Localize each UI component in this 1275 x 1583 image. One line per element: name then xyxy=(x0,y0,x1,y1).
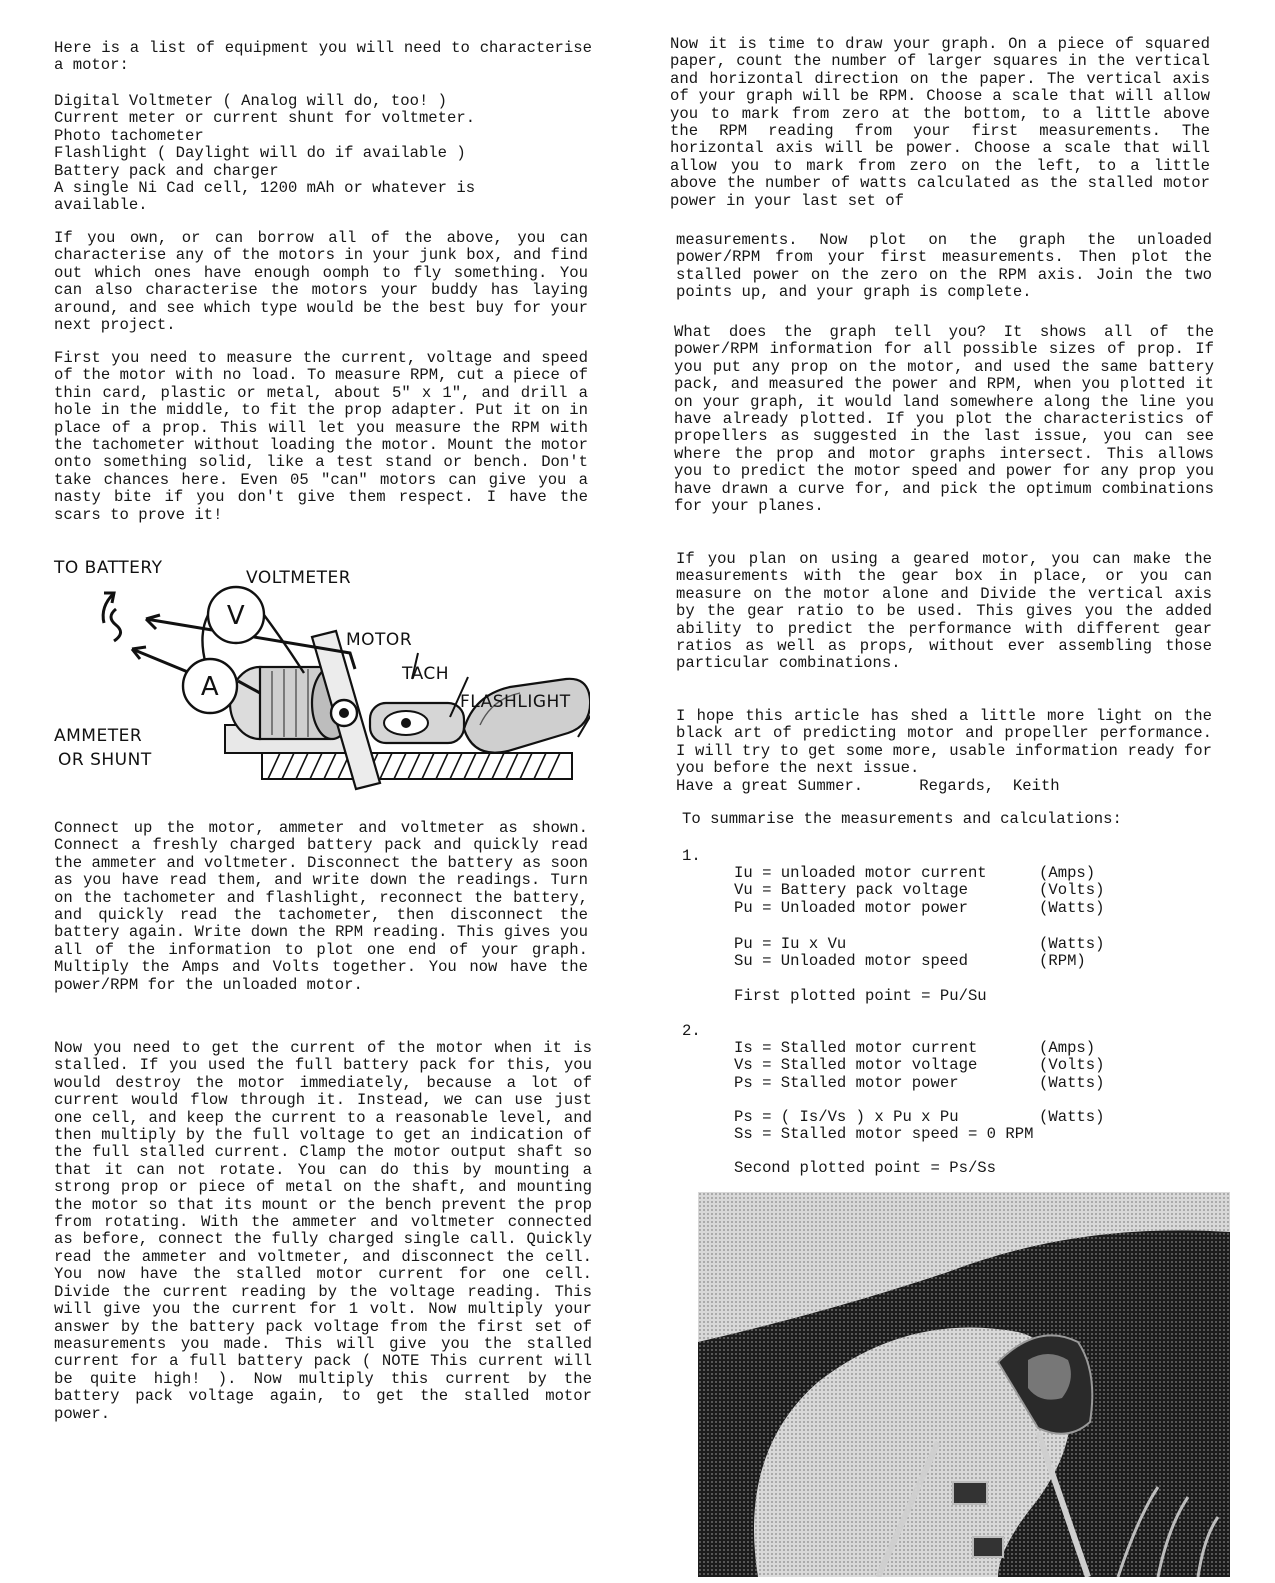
wiring-diagram xyxy=(50,553,590,815)
svg-text:V: V xyxy=(226,601,246,631)
paragraph-graph-continued: measurements. Now plot on the graph the unloaded power/RPM from your first measurements. Then plot the stalled power on the zero on the RPM axis. Join the two points up, and your graph is complete. xyxy=(676,231,1222,302)
photo-window xyxy=(953,1482,987,1504)
paragraph-geared: If you plan on using a geared motor, you can make the measurements with the gear box in place, or you can measure on the motor alone and Divide the vertical axis by the gear ratio to be used. This gives you the added ability to predict the performance with different gear ratios as well as props, without ever assembling those particular combinations. xyxy=(676,550,1222,673)
label-voltmeter: VOLTMETER xyxy=(246,568,352,588)
closing-line: Have a great Summer. Regards, Keith xyxy=(676,777,1060,795)
summary-title: To summarise the measurements and calculations: xyxy=(682,810,1122,828)
label-tach: TACH xyxy=(402,664,450,684)
paragraph-own: If you own, or can borrow all of the above, you can characterise any of the motors in your junk box, and find out which ones have enough oomph to fly something. You can also characterise the motors your buddy has laying around, and see which type would be the best buy for your next project. xyxy=(54,229,598,335)
paragraph-stalled: Now you need to get the current of the motor when it is stalled. If you used the full battery pack for this, you would destroy the motor immediately, because a lot of current would flow through it. Instead, we can use just one cell, and keep the current to a reasonable level, and then multiply by the full voltage to get an indication of the full stalled current. Clamp the motor output shaft so that it can not rotate. You can do this by mounting a strong prop or piece of metal on the shaft, and mounting the motor so that its mount or the bench prevent the prop from rotating. With the ammeter and voltmeter connected as before, connect the fully charged single call. Quickly read the ammeter and voltmeter, and disconnect the cell. You now have the stalled motor current for one cell. Divide the current reading by the voltage reading. This will give you the current for 1 volt. Now multiply your answer by the battery pack voltage from the first set of measurements you made. This will give you the stalled current for a full battery pack ( NOTE This current will be quite high! ). Now multiply this current by the battery pack voltage again, to get the stalled motor power. xyxy=(54,1039,602,1423)
paragraph-measure: First you need to measure the current, voltage and speed of the motor with no load. To measure RPM, cut a piece of thin card, plastic or metal, about 5" x 1", and drill a hole in the middle, to fit the prop adapter. Put it on in place of a prop. This will let you measure the RPM with the tachometer without loading the motor. Mount the motor onto something solid, like a test stand or bench. Don't take chances here. Even 05 "can" motors can give you a nasty bite if you don't give them respect. I have the scars to prove it! xyxy=(54,349,598,524)
equipment-item: A single Ni Cad cell, 1200 mAh or whatever is xyxy=(54,179,476,198)
equipment-intro: Here is a list of equipment you will need to characterise a motor: xyxy=(54,39,602,75)
tachometer-illustration xyxy=(370,703,464,743)
bench-hatching xyxy=(262,753,572,779)
step-1-definitions xyxy=(734,865,1105,917)
photo-window xyxy=(973,1537,1003,1557)
label-or-shunt: OR SHUNT xyxy=(58,750,152,770)
equipment-item: Digital Voltmeter ( Analog will do, too! ) xyxy=(54,92,448,110)
equipment-item: Current meter or current shunt for voltmeter. xyxy=(54,109,476,128)
step-1-number: 1. xyxy=(682,847,701,865)
svg-text:A: A xyxy=(200,672,220,702)
summary-row: Ss = Stalled motor speed = 0 RPM xyxy=(734,1125,1034,1144)
summary-row: Ps = Stalled motor power (Watts) xyxy=(734,1073,1105,1092)
step-1-point: First plotted point = Pu/Su xyxy=(734,987,987,1005)
equipment-list xyxy=(54,93,475,215)
airplane-photo xyxy=(698,1192,1230,1577)
summary-row: Vu = Battery pack voltage (Volts) xyxy=(734,881,1105,900)
equipment-item: available. xyxy=(54,196,148,215)
equipment-item: Photo tachometer xyxy=(54,126,204,145)
summary-row: Is = Stalled motor current (Amps) xyxy=(734,1039,1096,1057)
summary-row: Ps = ( Is/Vs ) x Pu x Pu (Watts) xyxy=(734,1108,1105,1126)
summary-row: Vs = Stalled motor voltage (Volts) xyxy=(734,1056,1105,1075)
paragraph-connect: Connect up the motor, ammeter and voltmeter as shown. Connect a freshly charged battery pack and quickly read the ammeter and voltmeter. Disconnect the battery as soon as you have read them, and write down the readings. Turn on the tachometer and flashlight, reconnect the battery, and quickly read the tachometer, then disconnect the battery again. Write down the RPM reading. This gives you all of the information to plot one end of your graph. Multiply the Amps and Volts together. You now have the power/RPM for the unloaded motor. xyxy=(54,819,598,994)
ammeter-symbol xyxy=(183,659,237,713)
label-ammeter: AMMETER xyxy=(54,726,143,746)
label-flashlight: FLASHLIGHT xyxy=(460,692,571,712)
step-2-number: 2. xyxy=(682,1022,701,1040)
summary-row: Pu = Unloaded motor power (Watts) xyxy=(734,898,1105,917)
step-2-calculations xyxy=(734,1109,1105,1144)
flashlight-illustration xyxy=(464,679,590,753)
step-1-calculations xyxy=(734,936,1105,971)
equipment-item: Flashlight ( Daylight will do if available ) xyxy=(54,144,466,163)
step-2-point: Second plotted point = Ps/Ss xyxy=(734,1159,997,1177)
summary-row: Su = Unloaded motor speed (RPM) xyxy=(734,952,1086,971)
step-2-definitions xyxy=(734,1040,1105,1092)
label-to-battery: TO BATTERY xyxy=(54,558,163,578)
summary-row: Pu = Iu x Vu (Watts) xyxy=(734,935,1105,953)
paragraph-what: What does the graph tell you? It shows all of the power/RPM information for all possible sizes of prop. If you put any prop on the motor, and used the same battery pack, and measured the power and RPM, when you plotted it on your graph, it would land somewhere along the line you have already plotted. If you plot the characteristics of propellers as suggested in the last issue, you can see where the prop and motor graphs intersect. This allows you to predict the motor speed and power for any prop you have drawn a curve for, and pick the optimum combinations for your planes. xyxy=(674,323,1224,516)
paragraph-hope: I hope this article has shed a little more light on the black art of predicting motor and propeller performance. I will try to get some more, usable information ready for you before the next issue. xyxy=(676,707,1222,778)
photo-engine xyxy=(1028,1354,1071,1400)
paragraph-graph: Now it is time to draw your graph. On a piece of squared paper, count the number of larger squares in the vertical and horizontal direction on the paper. The vertical axis of your graph will be RPM. Choose a scale that will allow you to mark from zero at the bottom, to a little above the RPM reading from your first measurements. The horizontal axis will be power. Choose a scale that will allow you to mark from zero on the left, to a little above the number of watts calculated as the stalled motor power in your last set of xyxy=(670,35,1220,210)
summary-row: Iu = unloaded motor current (Amps) xyxy=(734,864,1096,882)
equipment-item: Battery pack and charger xyxy=(54,161,279,180)
label-motor: MOTOR xyxy=(346,630,413,650)
